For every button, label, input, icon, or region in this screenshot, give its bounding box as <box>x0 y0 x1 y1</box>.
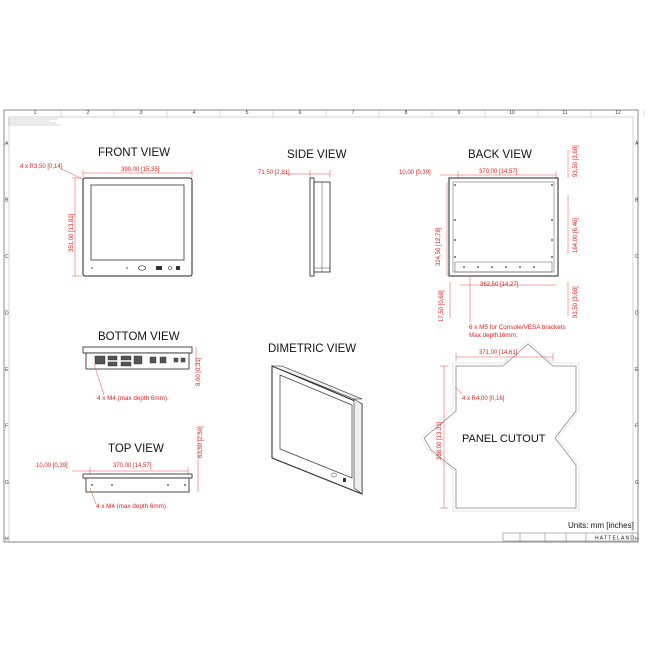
top-offset-left-dim: 10,00 [0,39] <box>36 463 68 469</box>
grid-column-label: 9 <box>457 110 461 116</box>
front-led-icon <box>91 267 93 269</box>
back-top-right-dim: 93,50 [3,68] <box>573 145 579 177</box>
front-power-icon <box>176 266 180 270</box>
grid-column-label: 4 <box>192 110 196 116</box>
cutout-radius-note: 4 x R4,00 [0,16] <box>462 396 505 402</box>
side-depth-dim: 71,50 [2,81] <box>258 170 290 176</box>
back-bottom-width-dim: 362,50 [14,27] <box>480 282 519 288</box>
back-screw-hole-icon <box>551 219 553 221</box>
bottom-connector-port-icon <box>174 358 178 362</box>
grid-column-label: 10 <box>509 110 515 116</box>
top-width-dim: 370,00 [14,57] <box>113 463 152 469</box>
grid-column-label: 7 <box>351 110 355 116</box>
side-view-title: SIDE VIEW <box>287 149 347 161</box>
back-vesa-hole-icon <box>505 266 507 268</box>
bottom-right-dim: 8,00 [0,31] <box>196 357 202 386</box>
back-screw-hole-icon <box>551 184 553 186</box>
grid-row-label-right: D <box>635 310 639 317</box>
top-screw-note: 4 x M4 (max depth 6mm). <box>96 503 168 510</box>
front-button-icon <box>156 266 162 270</box>
bottom-connector-port-icon <box>108 356 117 360</box>
bottom-connector-port-icon <box>134 356 142 364</box>
back-vesa-note-line2: Max depth16mm. <box>469 332 518 339</box>
units-label: Units: mm [inches] <box>568 521 634 530</box>
top-screw-hole-icon <box>91 484 93 486</box>
bottom-view-title: BOTTOM VIEW <box>98 331 180 343</box>
back-screw-hole-icon <box>454 184 456 186</box>
grid-row-label: E <box>5 367 9 373</box>
grid-column-label: 2 <box>86 110 90 116</box>
front-sensor-icon <box>126 267 128 269</box>
grid-row-label-right: G <box>635 480 639 486</box>
grid-column-labels <box>34 110 644 117</box>
title-block-brand: HATTELAND <box>595 535 636 542</box>
grid-column-label: 5 <box>245 110 249 116</box>
back-vesa-note-line1: 6 x M5 for Console/VESA brackets <box>469 324 566 331</box>
back-view-title: BACK VIEW <box>468 149 532 161</box>
top-view-drawing <box>83 474 192 492</box>
grid-row-label-right: B <box>635 197 639 204</box>
bottom-connector-port-icon <box>150 357 156 363</box>
back-screw-hole-icon <box>454 239 456 241</box>
revision-notes <box>8 119 60 125</box>
grid-row-label-right: A <box>635 141 639 147</box>
back-offset-left-dim: 10,00 [0,39] <box>399 170 431 176</box>
cutout-width-dim: 371,00 [14,61] <box>479 350 518 356</box>
back-left-small-dim: 17,50 [0,69] <box>439 290 445 322</box>
bottom-connector-port-icon <box>108 362 117 366</box>
grid-row-label: G <box>5 480 9 486</box>
side-view-drawing <box>310 178 330 276</box>
back-screw-hole-icon <box>454 256 456 258</box>
top-screw-hole-icon <box>184 484 186 486</box>
grid-row-label-right: H <box>635 536 639 543</box>
front-height-dim: 351,00 [13,82] <box>69 213 75 252</box>
grid-row-label: A <box>5 141 9 147</box>
back-right-mid-dim: 164,00 [6,46] <box>573 217 579 253</box>
back-vesa-hole-icon <box>533 266 535 268</box>
grid-row-label: H <box>5 536 9 543</box>
bottom-connector-port-icon <box>121 362 131 366</box>
back-bottom-right-dim: 93,50 [3,68] <box>573 286 579 318</box>
grid-row-label-right: E <box>635 367 639 373</box>
top-view-title: TOP VIEW <box>108 443 164 455</box>
back-vesa-hole-icon <box>491 266 493 268</box>
grid-row-label-right: C <box>635 254 639 260</box>
front-view-title: FRONT VIEW <box>98 147 170 159</box>
grid-row-label-right: F <box>635 423 639 430</box>
front-radius-note: 4 x R3,50 [0,14] <box>20 164 63 170</box>
bottom-connector-port-icon <box>160 357 166 363</box>
grid-row-label: B <box>5 197 9 204</box>
front-view-drawing <box>83 178 192 276</box>
top-right-dim-1: 63,50 [2,50] <box>198 426 204 458</box>
panel-cutout-outline <box>421 341 579 511</box>
back-screw-hole-icon <box>454 219 456 221</box>
back-screw-hole-icon <box>551 256 553 258</box>
grid-column-label: 6 <box>298 110 302 116</box>
top-screw-hole-icon <box>111 484 113 486</box>
bottom-screw-note: 4 x M4 (max depth 6mm). <box>97 395 169 402</box>
back-view-drawing <box>449 178 558 276</box>
bottom-connector-port-icon <box>181 358 185 362</box>
grid-row-label: F <box>5 423 9 430</box>
back-vesa-hole-icon <box>463 266 465 268</box>
dimetric-view-title: DIMETRIC VIEW <box>268 343 357 355</box>
grid-column-label: 8 <box>404 110 408 116</box>
grid-column-label: 3 <box>139 110 143 116</box>
back-height-dim: 324,50 [12,78] <box>436 227 442 266</box>
bottom-connector-port-icon <box>121 356 131 360</box>
front-width-dim: 390,00 [15,35] <box>121 167 160 173</box>
back-screw-hole-icon <box>551 239 553 241</box>
dimetric-view-drawing <box>272 366 362 494</box>
cutout-height-dim: 338,00 [13,31] <box>437 421 443 460</box>
front-screen <box>91 185 184 260</box>
bottom-connector-port-icon <box>95 356 105 364</box>
panel-cutout-title: PANEL CUTOUT <box>462 433 546 445</box>
top-screw-hole-icon <box>167 484 169 486</box>
back-vesa-hole-icon <box>477 266 479 268</box>
grid-row-label: C <box>5 254 9 260</box>
back-vesa-hole-icon <box>519 266 521 268</box>
grid-column-label: 12 <box>615 110 621 116</box>
grid-column-label: 11 <box>562 110 568 116</box>
grid-row-label: D <box>5 310 9 317</box>
back-width-top-dim: 370,00 [14,57] <box>479 169 518 175</box>
grid-column-label: 1 <box>33 110 37 116</box>
